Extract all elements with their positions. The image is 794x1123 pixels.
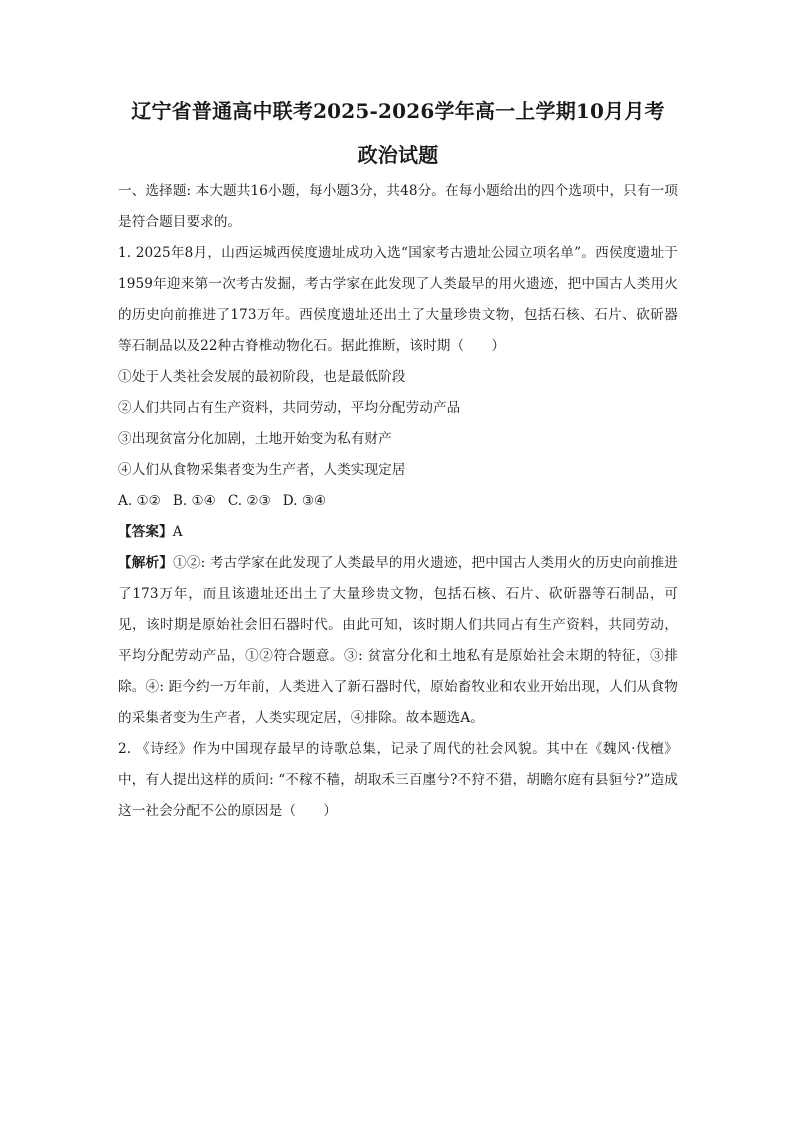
answer-label: 【答案】 — [118, 524, 173, 540]
analysis-text: ①②: 考古学家在此发现了人类最早的用火遗迹，把中国古人类用火的历史向前推进了173万年，而且该遗址还出土了大量珍贵文物，包括石核、石片、砍斫器等石制品，可见，该时期是原始社会旧石器时代。由此可知，该时期人们共同占有生产资料，共同劳动，平均分配劳动产品，①②符合题意。③: 贫富分化和土地私有是原始社会末期的特征，③排除。④: 距今约一万年前，人类进入了新石器时代，原始畜牧业和农业开始出现，人们从食物的采集者变为生产者，人类实现定居，④排除。故本题选A。 — [118, 555, 678, 726]
question-stem: 2. 《诗经》作为中国现存最早的诗歌总集，记录了周代的社会风貌。其中在《魏风·伐檀》中，有人提出这样的质问: “不稼不穑，胡取禾三百廛兮?不狩不猎，胡瞻尔庭有县貆兮?”造成这一社会分配不公的原因是（ ） — [118, 741, 678, 819]
option-a: A. ①② — [118, 493, 161, 509]
option-c: C. ②③ — [227, 493, 271, 509]
statement-item: ②人们共同占有生产资料，共同劳动，平均分配劳动产品 — [118, 400, 461, 416]
exam-page — [118, 98, 678, 827]
answer-line — [118, 517, 678, 548]
answer-value: A — [172, 524, 183, 540]
analysis-label: 【解析】 — [118, 555, 174, 571]
exam-subject: 政治试题 — [357, 143, 439, 167]
section-instructions: 一、选择题: 本大题共16小题，每小题3分，共48分。在每小题给出的四个选项中，只有一项是符合题目要求的。 — [118, 183, 678, 230]
question-stem: 1. 2025年8月，山西运城西侯度遗址成功入选“国家考古遗址公园立项名单”。西侯度遗址于1959年迎来第一次考古发掘，考古学家在此发现了人类最早的用火遗迹，把中国古人类用火的历史向前推进了173万年。西侯度遗址还出土了大量珍贵文物，包括石核、石片、砍斫器等石制品以及22种古脊椎动物化石。据此推断，该时期（ ） — [118, 245, 678, 354]
option-b: B. ①④ — [172, 493, 216, 509]
statement-item: ①处于人类社会发展的最初阶段，也是最低阶段 — [118, 369, 406, 385]
answer-options — [118, 486, 678, 517]
option-d: D. ③④ — [282, 493, 327, 509]
question-2 — [118, 734, 678, 827]
exam-title: 辽宁省普通高中联考2025-2026学年高一上学期10月月考 — [131, 99, 665, 123]
question-1 — [118, 238, 678, 734]
statement-item: ④人们从食物采集者变为生产者，人类实现定居 — [118, 462, 406, 478]
statement-item: ③出现贫富分化加剧，土地开始变为私有财产 — [118, 431, 392, 447]
analysis-paragraph — [118, 548, 678, 734]
